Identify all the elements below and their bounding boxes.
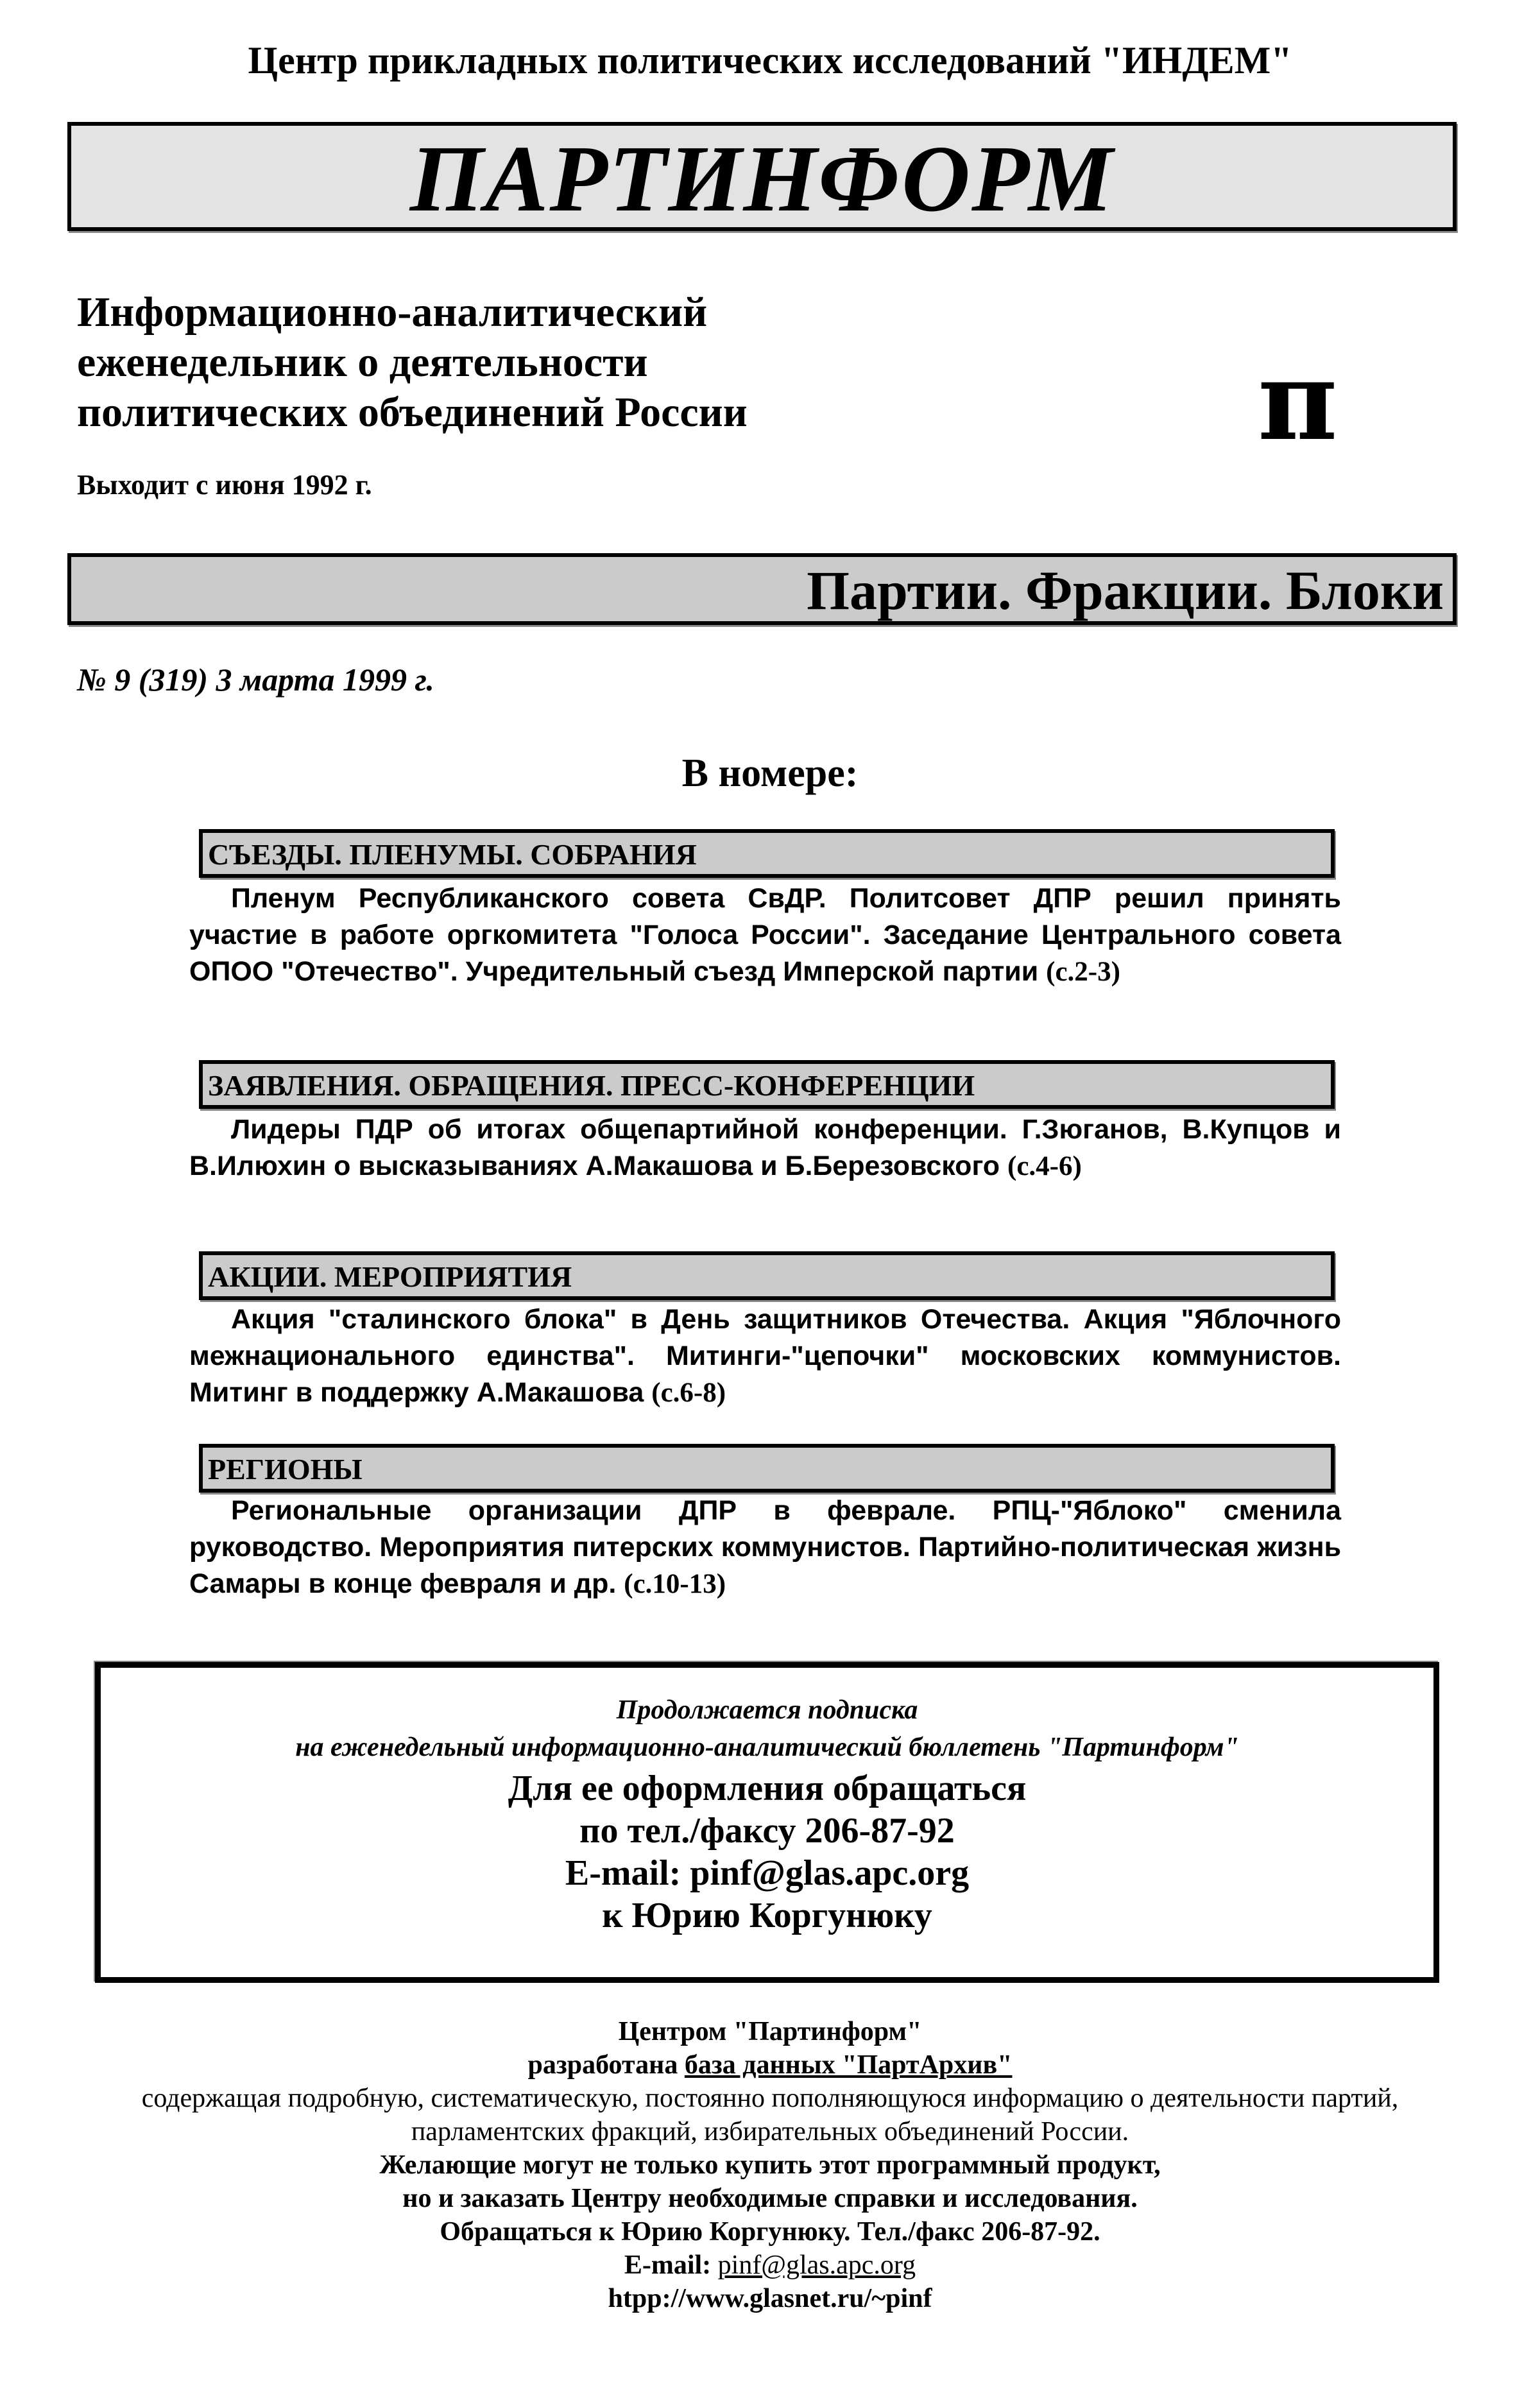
subscription-box	[95, 1662, 1439, 1983]
issue-number-date: № 9 (319) 3 марта 1999 г.	[77, 662, 434, 698]
subtitle-line: политических объединений России	[77, 389, 748, 436]
topic-summary-statements: Лидеры ПДР об итогах общепартийной конференции. Г.Зюганов, В.Купцов и В.Илюхин о высказываниях А.Макашова и Б.Березовского (с.4-6)	[189, 1114, 1341, 1181]
email-link[interactable]: pinf@glas.apc.org	[717, 2250, 916, 2280]
footer-line: парламентских фракций, избирательных объединений России.	[411, 2117, 1129, 2146]
topic-heading-text: СЪЕЗДЫ. ПЛЕНУМЫ. СОБРАНИЯ	[208, 838, 697, 871]
partarchive-link[interactable]: база данных "ПартАрхив"	[684, 2050, 1013, 2080]
topic-heading-statements	[199, 1060, 1335, 1109]
footer-line: но и заказать Центру необходимые справки и исследования.	[402, 2184, 1138, 2213]
footer-line: Обращаться к Юрию Коргунюку. Тел./факс 206-87-92.	[440, 2217, 1100, 2247]
topic-heading-actions	[199, 1251, 1335, 1300]
footer-line: содержащая подробную, систематическую, постоянно пополняющуюся информацию о деятельности партий,	[141, 2084, 1399, 2113]
website-link[interactable]: htpp://www.glasnet.ru/~pinf	[608, 2284, 932, 2313]
organization-name: Центр прикладных политических исследований "ИНДЕМ"	[248, 39, 1292, 81]
subscription-contact: к Юрию Коргунюку	[602, 1896, 932, 1935]
topic-heading-text: РЕГИОНЫ	[208, 1453, 363, 1486]
subscription-line: на еженедельный информационно-аналитический бюллетень "Партинформ"	[295, 1733, 1239, 1762]
subtitle-line: еженедельник о деятельности	[77, 339, 648, 386]
subscription-line: Для ее оформления обращаться	[508, 1769, 1027, 1808]
section-banner	[67, 553, 1457, 625]
publication-title: ПАРТИНФОРМ	[409, 126, 1115, 232]
masthead-box	[67, 122, 1457, 231]
subscription-line: Продолжается подписка	[616, 1695, 918, 1725]
page-ref: (с.10-13)	[624, 1569, 726, 1599]
subscription-phone: по тел./факсу 206-87-92	[579, 1811, 955, 1851]
publication-subtitle	[77, 287, 748, 438]
page-ref: (с.4-6)	[1007, 1151, 1082, 1181]
footer-email-line: E-mail: pinf@glas.apc.org	[624, 2250, 916, 2280]
topic-summary-regions: Региональные организации ДПР в феврале. РПЦ-"Яблоко" сменила руководство. Мероприятия питерских коммунистов. Партийно-политическая жизнь Самары в конце февраля и др. (с.10-13)	[189, 1495, 1341, 1599]
footer-line: разработана база данных "ПартАрхив"	[527, 2050, 1013, 2080]
footer-line: Центром "Партинформ"	[618, 2017, 922, 2046]
subtitle-line: Информационно-аналитический	[77, 289, 708, 336]
page-ref: (с.2-3)	[1046, 957, 1120, 987]
topic-heading-congresses	[199, 829, 1335, 878]
section-title: Партии. Фракции. Блоки	[807, 560, 1444, 621]
topic-heading-text: АКЦИИ. МЕРОПРИЯТИЯ	[208, 1260, 572, 1293]
topic-heading-regions	[199, 1444, 1335, 1493]
footer	[0, 2015, 1540, 2315]
page-ref: (с.6-8)	[651, 1378, 726, 1408]
topic-summary-congresses: Пленум Республиканского совета СвДР. Политсовет ДПР решил принять участие в работе оргкомитета "Голоса России". Заседание Центрального совета ОПОО "Отечество". Учредительный съезд Имперской партии (с.2-3)	[189, 883, 1341, 987]
footer-line: Желающие могут не только купить этот программный продукт,	[379, 2150, 1161, 2180]
subscription-email[interactable]: E-mail: pinf@glas.apc.org	[565, 1853, 970, 1893]
topic-heading-text: ЗАЯВЛЕНИЯ. ОБРАЩЕНИЯ. ПРЕСС-КОНФЕРЕНЦИИ	[208, 1069, 975, 1102]
contents-heading: В номере:	[681, 751, 859, 795]
topic-summary-actions: Акция "сталинского блока" в День защитников Отечества. Акция "Яблочного межнационального единства". Митинги-"цепочки" московских коммунистов. Митинг в поддержку А.Макашова (с.6-8)	[189, 1304, 1341, 1408]
published-since: Выходит с июня 1992 г.	[77, 469, 372, 501]
pi-icon: π	[1258, 337, 1338, 465]
